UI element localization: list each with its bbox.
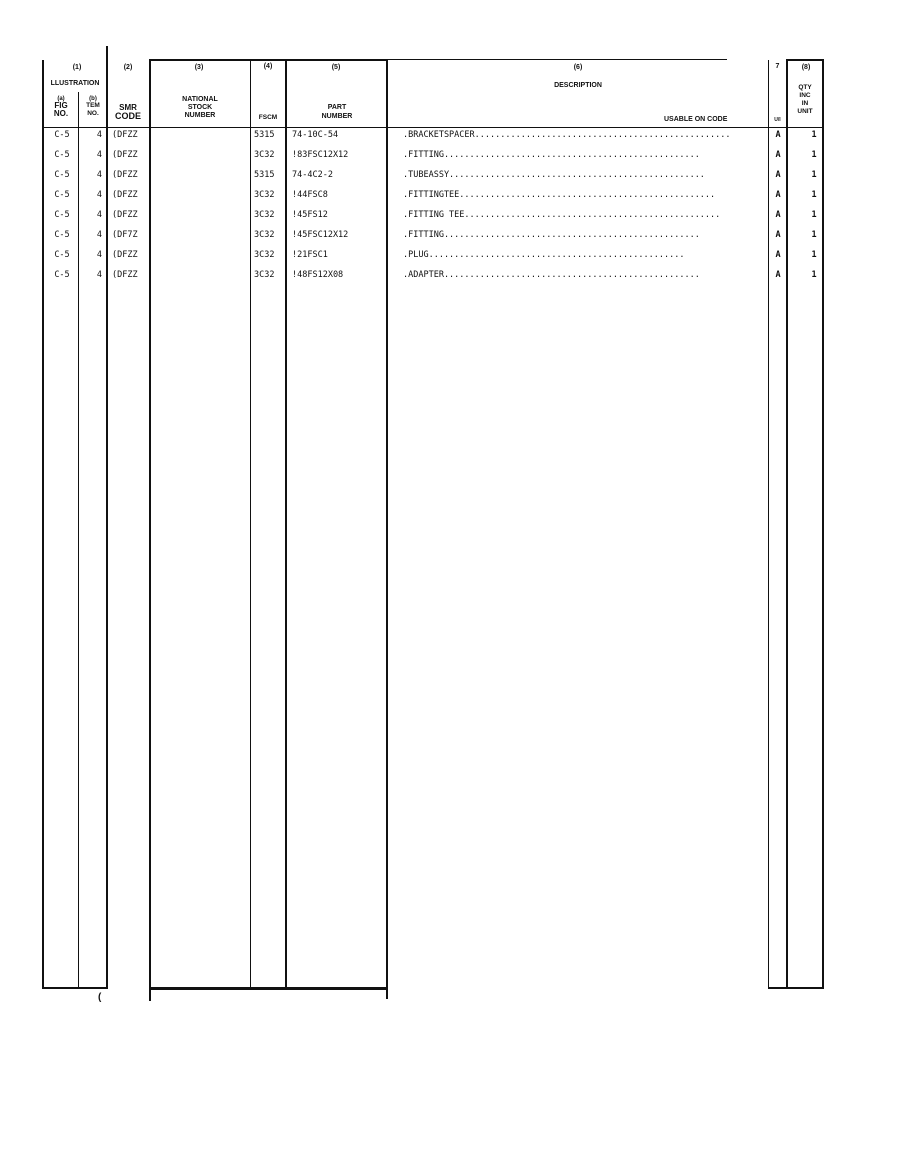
item-number: 4: [96, 210, 102, 220]
fig-number: C-5: [54, 170, 70, 180]
unit-of-issue: A: [775, 230, 781, 240]
description: .FITTING..................................................: [403, 230, 700, 240]
table-row: [0, 209, 900, 229]
table-row: [0, 189, 900, 209]
fscm-code: 5315: [254, 170, 275, 180]
part-number: 74-10C-54: [292, 130, 339, 140]
col3-number: (3): [194, 64, 204, 71]
quantity: 1: [811, 230, 817, 240]
description: .PLUG..................................................: [403, 250, 685, 260]
part-number: 74-4C2-2: [292, 170, 333, 180]
col6-number: (6): [573, 64, 583, 71]
quantity: 1: [811, 150, 817, 160]
smr-code: (DFZZ: [112, 250, 138, 260]
smr-code: (DFZZ: [112, 210, 138, 220]
col1-number: (1): [72, 64, 82, 71]
nsn-heading-3: NUMBER: [184, 112, 216, 119]
col2-number: (2): [123, 64, 133, 71]
nsn-heading-2: STOCK: [187, 104, 213, 111]
col5-number: (5): [331, 64, 341, 71]
item-number: 4: [96, 150, 102, 160]
part-number: !44FSC8: [292, 190, 328, 200]
fig-number: C-5: [54, 270, 70, 280]
part-heading-2: NUMBER: [321, 113, 353, 120]
fig-number: C-5: [54, 210, 70, 220]
quantity: 1: [811, 130, 817, 140]
table-row: [0, 249, 900, 269]
nsn-heading-1: NATIONAL: [182, 96, 218, 103]
table-row: [0, 229, 900, 249]
item-number: 4: [96, 130, 102, 140]
quantity: 1: [811, 210, 817, 220]
quantity: 1: [811, 190, 817, 200]
fig-sub-a: (a): [57, 96, 65, 102]
fscm-heading: FSCM: [258, 114, 278, 121]
qty-heading-3: IN: [801, 100, 809, 107]
header-top-border-qty: [786, 59, 823, 61]
item-sub-b: (b): [89, 96, 97, 102]
fscm-code: 3C32: [254, 190, 275, 200]
part-number: !45FS12: [292, 210, 328, 220]
item-no-heading: NO.: [87, 110, 99, 117]
um-heading: U/I: [774, 117, 781, 123]
item-number: 4: [96, 270, 102, 280]
header-top-border-desc: [387, 59, 727, 60]
description: .ADAPTER..................................................: [403, 270, 700, 280]
item-number: 4: [96, 190, 102, 200]
description: .TUBEASSY..................................................: [403, 170, 705, 180]
fscm-code: 3C32: [254, 250, 275, 260]
unit-of-issue: A: [775, 190, 781, 200]
smr-heading: SMR: [119, 103, 137, 112]
fscm-code: 3C32: [254, 230, 275, 240]
fig-number: C-5: [54, 130, 70, 140]
table-row: [0, 129, 900, 149]
description-heading: DESCRIPTION: [554, 82, 602, 89]
unit-of-issue: A: [775, 210, 781, 220]
fscm-code: 3C32: [254, 150, 275, 160]
item-number: 4: [96, 250, 102, 260]
part-number: !45FSC12X12: [292, 230, 349, 240]
qty-heading-4: UNIT: [797, 108, 813, 115]
description: .FITTINGTEE..................................................: [403, 190, 716, 200]
smr-code: (DFZZ: [112, 170, 138, 180]
item-heading: TEM: [86, 102, 100, 109]
quantity: 1: [811, 270, 817, 280]
smr-code: (DFZZ: [112, 270, 138, 280]
bottom-border-right: [768, 987, 824, 989]
unit-of-issue: A: [775, 250, 781, 260]
part-number: !21FSC1: [292, 250, 328, 260]
fscm-code: 3C32: [254, 270, 275, 280]
smr-code-heading: CODE: [114, 111, 141, 121]
col8-number: (8): [801, 64, 811, 71]
qty-heading-1: QTY: [798, 84, 812, 91]
fig-heading: FIG: [54, 101, 68, 110]
table-row: [0, 169, 900, 189]
qty-heading-2: INC: [799, 92, 811, 99]
description: .FITTING TEE..................................................: [403, 210, 721, 220]
fscm-code: 3C32: [254, 210, 275, 220]
item-number: 4: [96, 230, 102, 240]
unit-of-issue: A: [775, 130, 781, 140]
fig-number: C-5: [54, 190, 70, 200]
smr-code: (DFZZ: [112, 150, 138, 160]
quantity: 1: [811, 170, 817, 180]
part-number: !83FSC12X12: [292, 150, 349, 160]
table-row: [0, 149, 900, 169]
bottom-border-mid: [149, 987, 388, 990]
illustration-heading: LLUSTRATION: [50, 80, 100, 87]
fig-number: C-5: [54, 230, 70, 240]
description: .BRACKETSPACER..................................................: [403, 130, 731, 140]
fig-number: C-5: [54, 150, 70, 160]
table-row: [0, 269, 900, 289]
unit-of-issue: A: [775, 270, 781, 280]
usable-on-code-heading: USABLE ON CODE: [664, 116, 728, 123]
footer-mark: (: [98, 992, 102, 1003]
part-heading-1: PART: [327, 104, 347, 111]
fig-no-heading: NO.: [53, 109, 69, 118]
part-number: !48FS12X08: [292, 270, 344, 280]
header-divider: [42, 127, 823, 128]
col4-number: (4): [263, 63, 273, 70]
smr-code: (DFZZ: [112, 190, 138, 200]
bottom-border-left: [42, 987, 108, 989]
smr-code: (DF7Z: [112, 230, 138, 240]
unit-of-issue: A: [775, 150, 781, 160]
quantity: 1: [811, 250, 817, 260]
col7-number: 7: [775, 63, 780, 70]
header-top-border: [149, 59, 387, 61]
unit-of-issue: A: [775, 170, 781, 180]
item-number: 4: [96, 170, 102, 180]
smr-code: (DFZZ: [112, 130, 138, 140]
fig-number: C-5: [54, 250, 70, 260]
description: .FITTING..................................................: [403, 150, 700, 160]
fscm-code: 5315: [254, 130, 275, 140]
